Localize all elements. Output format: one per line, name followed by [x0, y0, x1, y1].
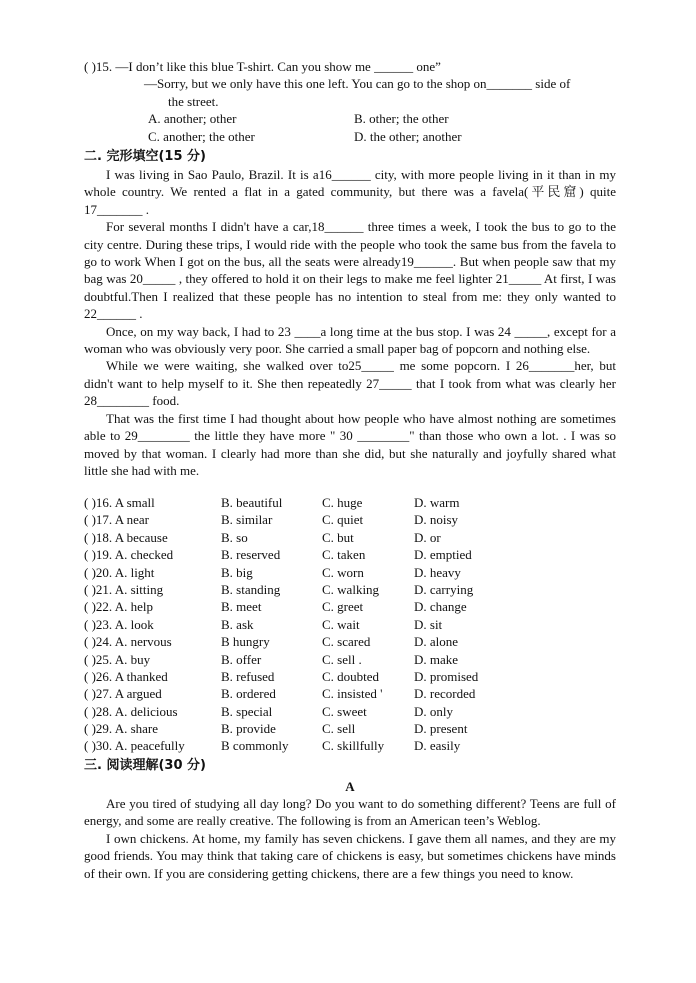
choice-option-d: D. emptied	[414, 547, 472, 563]
choice-option-d: D. only	[414, 703, 453, 719]
choice-option-c: C. wait	[322, 616, 360, 632]
choice-option-c: C. insisted '	[322, 686, 383, 702]
choice-option-b: B. big	[221, 564, 253, 580]
choice-number-option-a: ( )17. A near	[84, 512, 149, 528]
cloze-choices	[84, 494, 616, 755]
choice-row	[84, 581, 616, 598]
choice-row	[84, 564, 616, 581]
cloze-passage	[84, 166, 616, 479]
choice-number-option-a: ( )21. A. sitting	[84, 581, 164, 597]
choice-number-option-a: ( )20. A. light	[84, 564, 155, 580]
choice-option-c: C. greet	[322, 599, 364, 615]
q15-reply: —Sorry, but we only have this one left. You can go to the shop on_______ side of	[144, 76, 571, 92]
choice-row	[84, 737, 616, 754]
q15-reply-cont: the street.	[168, 93, 219, 109]
choice-option-b: B hungry	[221, 634, 270, 650]
choice-option-b: B. offer	[221, 651, 262, 667]
choice-option-b: B. beautiful	[221, 495, 283, 510]
choice-option-d: D. recorded	[414, 686, 476, 702]
cloze-paragraph-4: While we were waiting, she walked over to25_____ me some popcorn. I 26_______her, but didn't want to help myself to it. She then repeatedly 27_____ that I took from what was clearly her 28________ food.	[84, 358, 616, 409]
choice-option-c: C. huge	[322, 495, 363, 510]
choice-option-d: D. present	[414, 721, 468, 737]
choice-number-option-a: ( )18. A because	[84, 529, 168, 545]
cloze-paragraph-1: I was living in Sao Paulo, Brazil. It is a16______ city, with more people living in it than in my whole country. We rented a flat in a gated community, but there was a favela(平民窟) quite 17_______ .	[84, 167, 616, 217]
choice-option-c: C. but	[322, 529, 354, 545]
choice-number-option-a: ( )27. A argued	[84, 686, 162, 702]
choice-option-c: C. sell	[322, 721, 356, 737]
reading-paragraph-1: Are you tired of studying all day long? Do you want to do something different? Teens are full of energy, and some are really creative. The following is from an American teen’s Weblog.	[84, 796, 616, 829]
choice-option-b: B. provide	[221, 721, 276, 737]
choice-row	[84, 511, 616, 528]
choice-number-option-a: ( )25. A. buy	[84, 651, 151, 667]
cloze-paragraph-3: Once, on my way back, I had to 23 ____a long time at the bus stop. I was 24 _____, except for a woman who was obviously very poor. She carried a small paper bag of popcorn and nothing else.	[84, 323, 616, 357]
choice-number-option-a: ( )23. A. look	[84, 616, 154, 632]
choice-option-d: D. noisy	[414, 512, 459, 528]
cloze-paragraph-2: For several months I didn't have a car,18______ three times a week, I took the bus to go to the city centre. During these trips, I would ride with the people who took the same bus from the favela to go to work When I got on the bus, all the seats were already19______. But when people saw that my bag was 20_____ , they offered to hold it on their legs to make me feel lighter 21_____ At first, I was doubtful.Then I realized that these people has no intention to steal from me: they only wanted to 22______ .	[84, 219, 616, 322]
choice-option-c: C. doubted	[322, 668, 380, 684]
choice-number-option-a: ( )24. A. nervous	[84, 634, 172, 650]
choice-option-c: C. scared	[322, 634, 371, 650]
choice-row	[84, 720, 616, 737]
choice-number-option-a: ( )26. A thanked	[84, 668, 168, 684]
reading-paragraph-2: I own chickens. At home, my family has seven chickens. I gave them all names, and they are my good friends. You may think that taking care of chickens is easy, but sometimes chickens have minds of their own. If you are considering getting chickens, there are a few things you need to know.	[84, 830, 616, 881]
choice-option-b: B. refused	[221, 668, 275, 684]
choice-option-c: C. worn	[322, 564, 364, 580]
q15-option-b: B. other; the other	[354, 111, 449, 127]
choice-row	[84, 651, 616, 668]
choice-number-option-a: ( )28. A. delicious	[84, 703, 178, 719]
choice-option-c: C. quiet	[322, 512, 364, 528]
choice-option-d: D. change	[414, 599, 467, 615]
choice-option-b: B. ask	[221, 616, 254, 632]
choice-option-d: D. promised	[414, 668, 479, 684]
choice-option-d: D. carrying	[414, 581, 474, 597]
q15-options-row-1	[84, 110, 616, 127]
passage-a-label: A	[345, 779, 355, 794]
choice-option-b: B. so	[221, 529, 248, 545]
choice-option-b: B. meet	[221, 599, 262, 615]
choice-option-b: B commonly	[221, 738, 289, 754]
section-3-heading: 三. 阅读理解(30 分)	[84, 758, 206, 773]
q15-line: ( )15. —I don’t like this blue T-shirt. Can you show me ______ one”	[84, 59, 441, 74]
choice-row	[84, 685, 616, 702]
question-15	[84, 58, 616, 145]
choice-option-c: C. walking	[322, 581, 380, 597]
q15-options-row-2	[84, 128, 616, 145]
reading-passage-a	[84, 795, 616, 882]
choice-row	[84, 546, 616, 563]
choice-option-d: D. easily	[414, 738, 461, 754]
choice-option-d: D. make	[414, 651, 459, 667]
cloze-paragraph-5: That was the first time I had thought about how people who have almost nothing are sometimes able to 29________ the little they have more " 30 ________" than those who own a lot. . I was so moved by that woman. I clearly had more than she did, but she naturally and joyfully shared what little she had with me.	[84, 410, 616, 478]
choice-number-option-a: ( )19. A. checked	[84, 547, 174, 563]
choice-option-c: C. taken	[322, 547, 366, 563]
choice-row	[84, 598, 616, 615]
choice-option-d: D. sit	[414, 616, 443, 632]
choice-row	[84, 668, 616, 685]
choice-row	[84, 633, 616, 650]
choice-row	[84, 494, 616, 511]
section-2-heading: 二. 完形填空(15 分)	[84, 149, 206, 164]
choice-option-d: D. or	[414, 529, 441, 545]
q15-option-d: D. the other; another	[354, 128, 462, 144]
choice-row	[84, 616, 616, 633]
choice-row	[84, 529, 616, 546]
choice-option-c: C. skillfully	[322, 738, 385, 754]
choice-number-option-a: ( )30. A. peacefully	[84, 738, 185, 754]
choice-option-d: D. warm	[414, 495, 460, 510]
choice-option-b: B. reserved	[221, 547, 281, 563]
choice-row	[84, 703, 616, 720]
choice-option-b: B. standing	[221, 581, 281, 597]
choice-option-b: B. special	[221, 703, 273, 719]
choice-option-c: C. sweet	[322, 703, 367, 719]
choice-number-option-a: ( )16. A small	[84, 495, 155, 510]
choice-number-option-a: ( )29. A. share	[84, 721, 159, 737]
q15-option-a: A. another; other	[148, 111, 237, 127]
choice-option-d: D. alone	[414, 634, 459, 650]
choice-option-b: B. similar	[221, 512, 273, 528]
choice-number-option-a: ( )22. A. help	[84, 599, 153, 615]
choice-option-d: D. heavy	[414, 564, 461, 580]
q15-option-c: C. another; the other	[148, 128, 255, 144]
choice-option-c: C. sell .	[322, 651, 362, 667]
choice-option-b: B. ordered	[221, 686, 276, 702]
